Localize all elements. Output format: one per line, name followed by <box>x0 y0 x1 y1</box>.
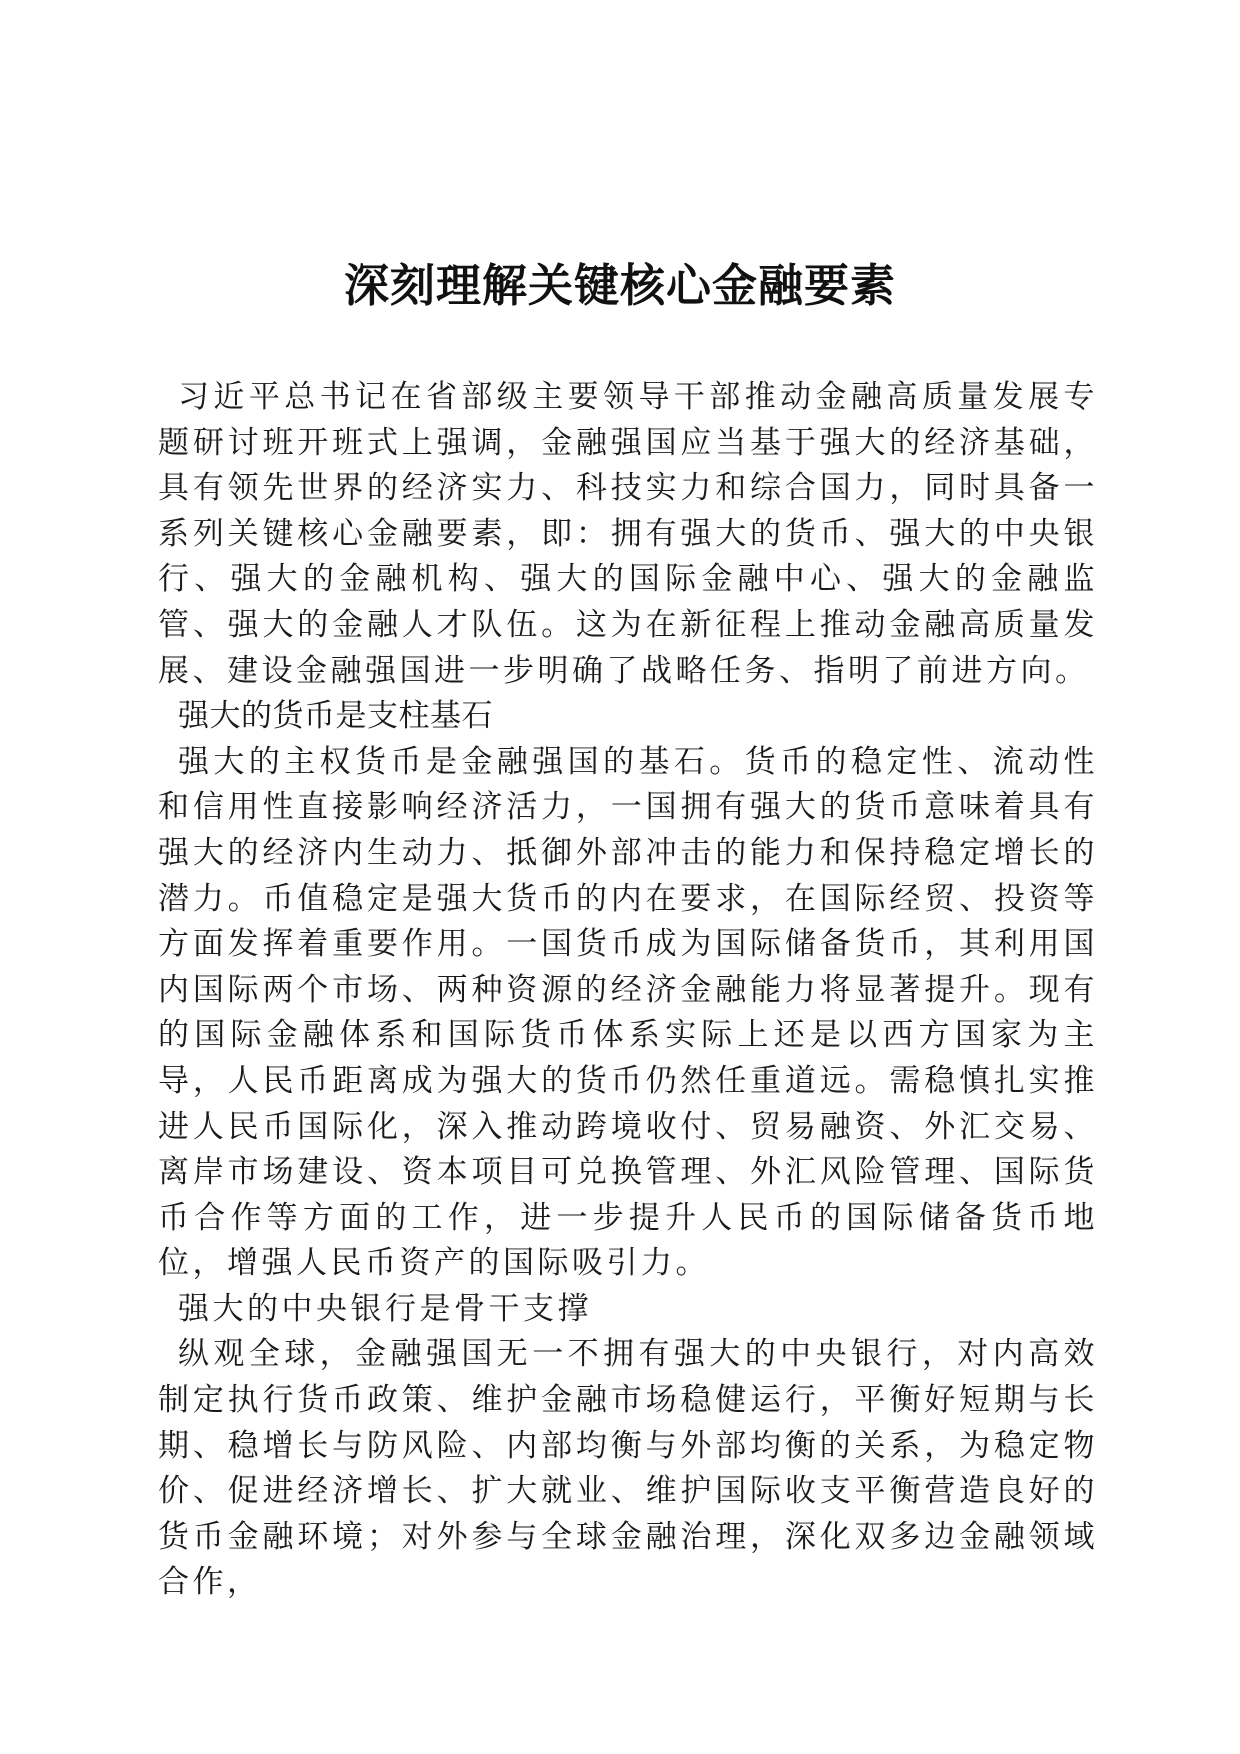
section-heading-central-bank: 强大的中央银行是骨干支撑 <box>178 1290 592 1327</box>
document-body <box>158 375 1098 1606</box>
document-title: 深刻理解关键核心金融要素 <box>343 259 896 312</box>
intro-paragraph: 习近平总书记在省部级主要领导干部推动金融高质量发展专题研讨班开班式上强调，金融强国应当基于强大的经济基础，具有领先世界的经济实力、科技实力和综合国力，同时具备一系列关键核心金融要素，即：拥有强大的货币、强大的中央银行、强大的金融机构、强大的国际金融中心、强大的金融监管、强大的金融人才队伍。这为在新征程上推动金融高质量发展、建设金融强国进一步明确了战略任务、指明了前进方向。 <box>158 379 1098 689</box>
section-paragraph-central-bank: 纵观全球，金融强国无一不拥有强大的中央银行，对内高效制定执行货币政策、维护金融市场稳健运行，平衡好短期与长期、稳增长与防风险、内部均衡与外部均衡的关系，为稳定物价、促进经济增长、扩大就业、维护国际收支平衡营造良好的货币金融环境；对外参与全球金融治理，深化双多边金融领域合作， <box>158 1336 1098 1601</box>
section-paragraph-currency: 强大的主权货币是金融强国的基石。货币的稳定性、流动性和信用性直接影响经济活力，一国拥有强大的货币意味着具有强大的经济内生动力、抵御外部冲击的能力和保持稳定增长的潜力。币值稳定是强大货币的内在要求，在国际经贸、投资等方面发挥着重要作用。一国货币成为国际储备货币，其利用国内国际两个市场、两种资源的经济金融能力将显著提升。现有的国际金融体系和国际货币体系实际上还是以西方国家为主导，人民币距离成为强大的货币仍然任重道远。需稳慎扎实推进人民币国际化，深入推动跨境收付、贸易融资、外汇交易、离岸市场建设、资本项目可兑换管理、外汇风险管理、国际货币合作等方面的工作，进一步提升人民币的国际储备货币地位，增强人民币资产的国际吸引力。 <box>158 743 1098 1282</box>
section-heading-currency: 强大的货币是支柱基石 <box>178 698 493 735</box>
